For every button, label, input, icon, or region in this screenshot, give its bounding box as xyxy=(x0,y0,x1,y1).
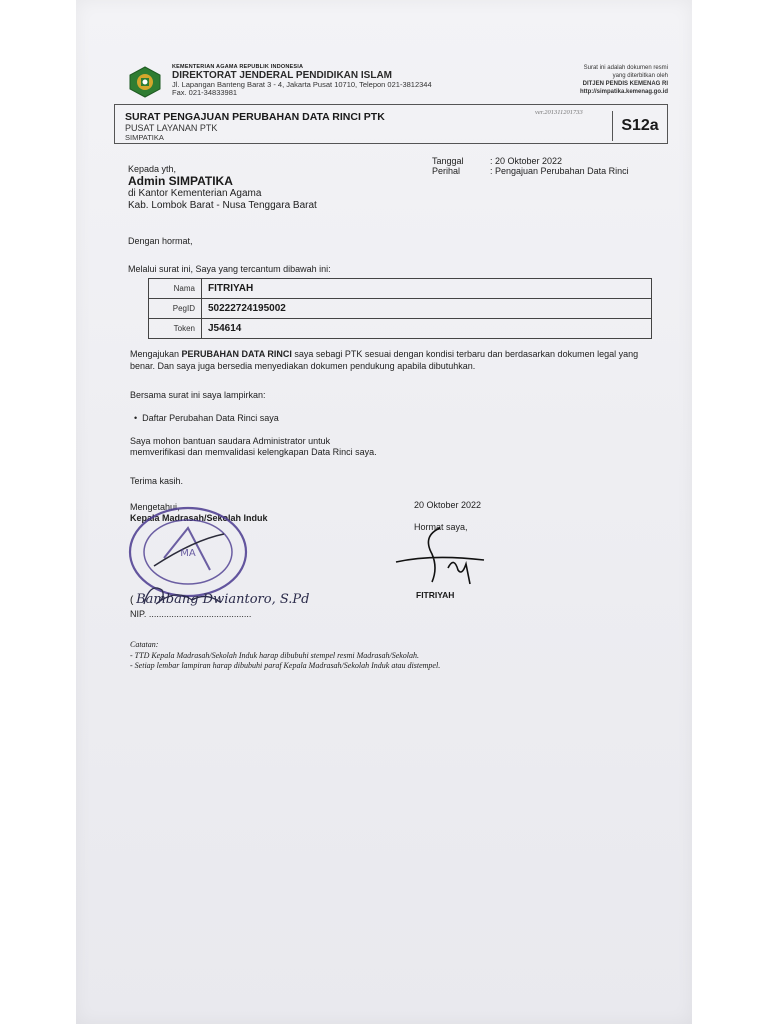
closing-line-1: Saya mohon bantuan saudara Administrator untuk xyxy=(130,436,331,446)
applicant-name: FITRIYAH xyxy=(416,590,455,600)
kemenag-logo xyxy=(128,66,162,98)
nip-line: NIP. ......................................... xyxy=(130,609,252,619)
form-code: S12a xyxy=(612,111,667,141)
header-fax: Fax. 021-34833981 xyxy=(172,88,238,97)
table-value: J54614 xyxy=(202,319,652,339)
letter-version: ver.201311201733 xyxy=(535,109,583,116)
recipient-region: Kab. Lombok Barat - Nusa Tenggara Barat xyxy=(128,200,317,211)
applicant-table xyxy=(148,278,652,339)
letter-title: SURAT PENGAJUAN PERUBAHAN DATA RINCI PTK xyxy=(125,111,385,123)
subject-label: Perihal xyxy=(432,166,461,176)
table-key: Token xyxy=(149,319,202,339)
letter-subtitle: PUSAT LAYANAN PTK xyxy=(125,123,218,133)
subject-value: : Pengajuan Perubahan Data Rinci xyxy=(490,166,629,176)
date-value: : 20 Oktober 2022 xyxy=(490,156,563,166)
recipient-office: di Kantor Kementerian Agama xyxy=(128,188,262,199)
official-note: Surat ini adalah dokumen resmi yang diterbitkan oleh DITJEN PENDIS KEMENAG RI http://simpatika.kemenag.go.id xyxy=(579,65,668,95)
table-key: Nama xyxy=(149,279,202,299)
note-item: - TTD Kepala Madrasah/Sekolah Induk harap dibubuhi stempel resmi Madrasah/Sekolah. xyxy=(130,651,420,660)
directorate-name: DIREKTORAT JENDERAL PENDIDIKAN ISLAM xyxy=(172,70,393,81)
acknowledged-label: Mengetahui, xyxy=(130,502,180,512)
ministry-name: KEMENTERIAN AGAMA REPUBLIK INDONESIA xyxy=(172,64,304,70)
letter-system: SIMPATIKA xyxy=(125,133,164,142)
table-row xyxy=(149,279,652,299)
attachment-item: • Daftar Perubahan Data Rinci saya xyxy=(134,413,279,423)
table-row xyxy=(149,299,652,319)
table-row xyxy=(149,319,652,339)
applicant-signature xyxy=(392,524,492,594)
principal-handwritten-name: Bambang Dwiantoro, S.Pd xyxy=(136,592,310,607)
note-item: - Setiap lembar lampiran harap dibubuhi paraf Kepala Madrasah/Sekolah Induk atau distempel. xyxy=(130,661,441,670)
notes-label: Catatan: xyxy=(130,640,159,649)
table-key: PegID xyxy=(149,299,202,319)
recipient-name: Admin SIMPATIKA xyxy=(128,174,233,188)
signature-date: 20 Oktober 2022 xyxy=(414,500,482,510)
regards-label: Hormat saya, xyxy=(414,522,468,532)
recipient-label: Kepada yth, xyxy=(128,164,177,174)
title-box xyxy=(114,104,668,144)
table-value: 50222724195002 xyxy=(202,299,652,319)
header-address: Jl. Lapangan Banteng Barat 3 - 4, Jakarta Pusat 10710, Telepon 021-3812344 xyxy=(172,80,432,89)
thanks-text: Terima kasih. xyxy=(130,476,184,486)
svg-text:MA: MA xyxy=(180,548,196,559)
principal-name-line: ( Bambang Dwiantoro, S.Pd xyxy=(130,592,310,607)
background-right xyxy=(692,0,768,1024)
principal-title: Kepala Madrasah/Sekolah Induk xyxy=(130,513,268,523)
greeting: Dengan hormat, xyxy=(128,236,193,246)
table-value: FITRIYAH xyxy=(202,279,652,299)
attachment-intro: Bersama surat ini saya lampirkan: xyxy=(130,390,266,400)
date-label: Tanggal xyxy=(432,156,464,166)
closing-line-2: memverifikasi dan memvalidasi kelengkapan Data Rinci saya. xyxy=(130,447,377,457)
letter-page xyxy=(76,0,692,1024)
background-left xyxy=(0,0,76,1024)
intro-text: Melalui surat ini, Saya yang tercantum dibawah ini: xyxy=(128,264,331,274)
request-paragraph: Mengajukan PERUBAHAN DATA RINCI saya sebagi PTK sesuai dengan kondisi terbaru dan berdasarkan dokumen legal yang benar. Dan saya juga bersedia menyediakan dokumen pendukung apabila dibutuhkan. xyxy=(130,349,639,371)
